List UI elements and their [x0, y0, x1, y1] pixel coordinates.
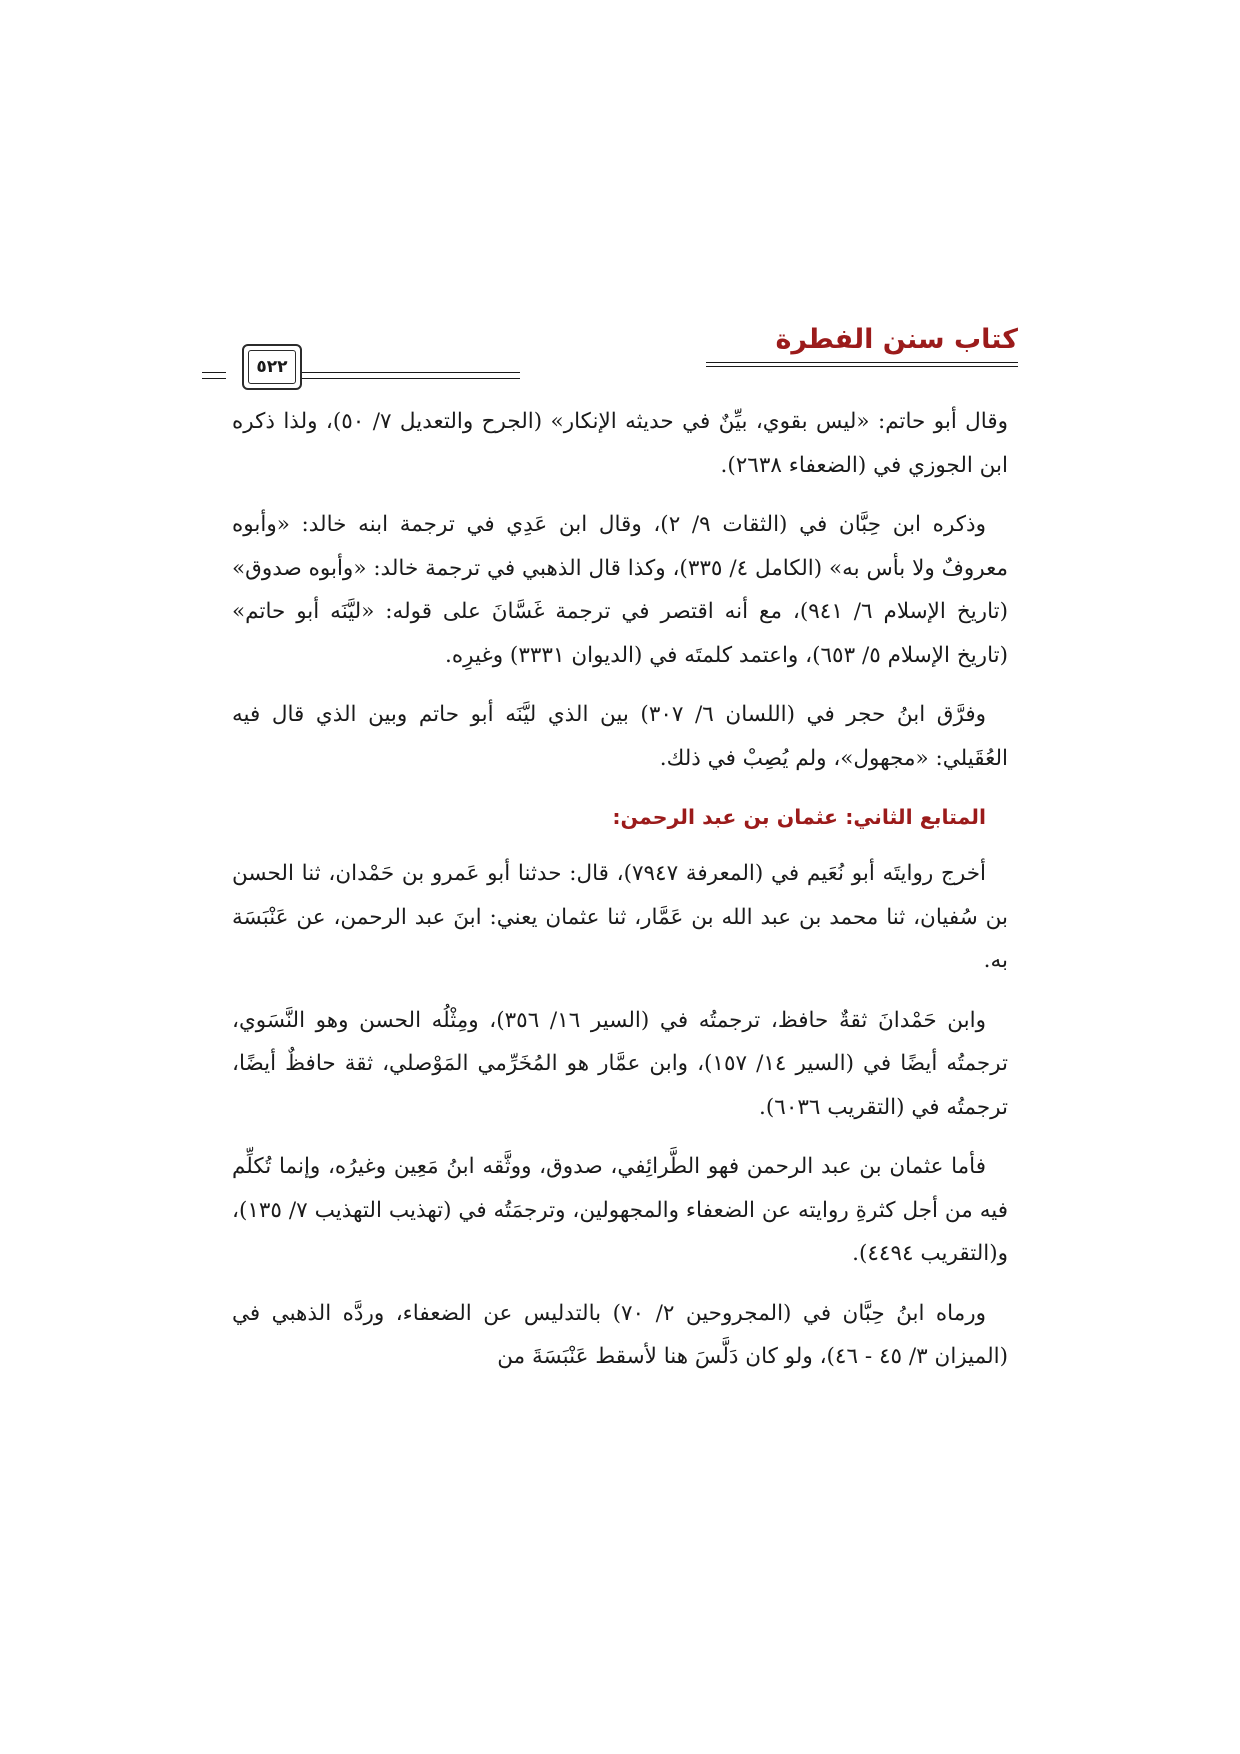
paragraph-7: ورماه ابنُ حِبَّان في (المجروحين ٢/ ٧٠) بالتدليس عن الضعفاء، وردَّه الذهبي في (الميزان ٣/ ٤٥ - ٤٦)، ولو كان دَلَّسَ هنا لأسقط عَنْبَسَةَ من: [232, 1300, 1008, 1369]
header-rule-left-2: [202, 378, 226, 379]
book-title: كتاب سنن الفطرة: [775, 324, 1018, 355]
page-number: ٥٢٢: [248, 350, 296, 384]
paragraph-2: وذكره ابن حِبَّان في (الثقات ٩/ ٢)، وقال ابن عَدِي في ترجمة ابنه خالد: «وأبوه معروفٌ ولا بأس به» (الكامل ٤/ ٣٣٥)، وكذا قال الذهبي في ترجمة خالد: «وأبوه صدوق» (تاريخ الإسلام ٦/ ٩٤١)، مع أنه اقتصر في ترجمة غَسَّانَ على قوله: «ليَّنَه أبو حاتم» (تاريخ الإسلام ٥/ ٦٥٣)، واعتمد كلمتَه في (الديوان ٣٣٣١) وغيرِه.: [232, 512, 1008, 668]
title-underline-2: [706, 366, 1018, 367]
page-header: [222, 316, 1018, 396]
paragraph-6: فأما عثمان بن عبد الرحمن فهو الطَّرائِفي، صدوق، ووثَّقه ابنُ مَعِين وغيرُه، وإنما تُكلِّم فيه من أجل كثرةِ روايته عن الضعفاء والمجهولين، وترجمَتُه في (تهذيب التهذيب ٧/ ١٣٥)، و(التقريب ٤٤٩٤).: [232, 1154, 1009, 1266]
paragraph-1: وقال أبو حاتم: «ليس بقوي، بيِّنٌ في حديثه الإنكار» (الجرح والتعديل ٧/ ٥٠)، ولذا ذكره ابن الجوزي في (الضعفاء ٢٦٣٨).: [232, 409, 1009, 478]
paragraph-3: وفرَّق ابنُ حجر في (اللسان ٦/ ٣٠٧) بين الذي ليَّنَه أبو حاتم وبين الذي قال فيه العُقَيلي: «مجهول»، ولم يُصِبْ في ذلك.: [232, 702, 1008, 771]
header-rule-middle-2: [302, 378, 520, 379]
paragraph-5: وابن حَمْدانَ ثقةٌ حافظ، ترجمتُه في (السير ١٦/ ٣٥٦)، ومِثْلُه الحسن وهو النَّسَوي، ترجمتُه أيضًا في (السير ١٤/ ١٥٧)، وابن عمَّار هو المُخَرِّمي المَوْصلي، ثقة حافظٌ أيضًا، ترجمتُه في (التقريب ٦٠٣٦).: [232, 1007, 1009, 1120]
section-heading: المتابع الثاني: عثمان بن عبد الرحمن:: [612, 805, 986, 829]
header-rule-middle: [302, 372, 520, 373]
page-body: [232, 400, 1008, 1395]
paragraph-4: أخرج روايتَه أبو نُعَيم في (المعرفة ٧٩٤٧)، قال: حدثنا أبو عَمرو بن حَمْدان، ثنا الحسن بن سُفيان، ثنا محمد بن عبد الله بن عَمَّار، ثنا عثمان يعني: ابنَ عبد الرحمن، عن عَنْبَسَة به.: [232, 861, 1008, 973]
title-underline: [706, 362, 1018, 363]
page-number-badge: [242, 344, 302, 390]
header-rule-left: [202, 372, 226, 373]
